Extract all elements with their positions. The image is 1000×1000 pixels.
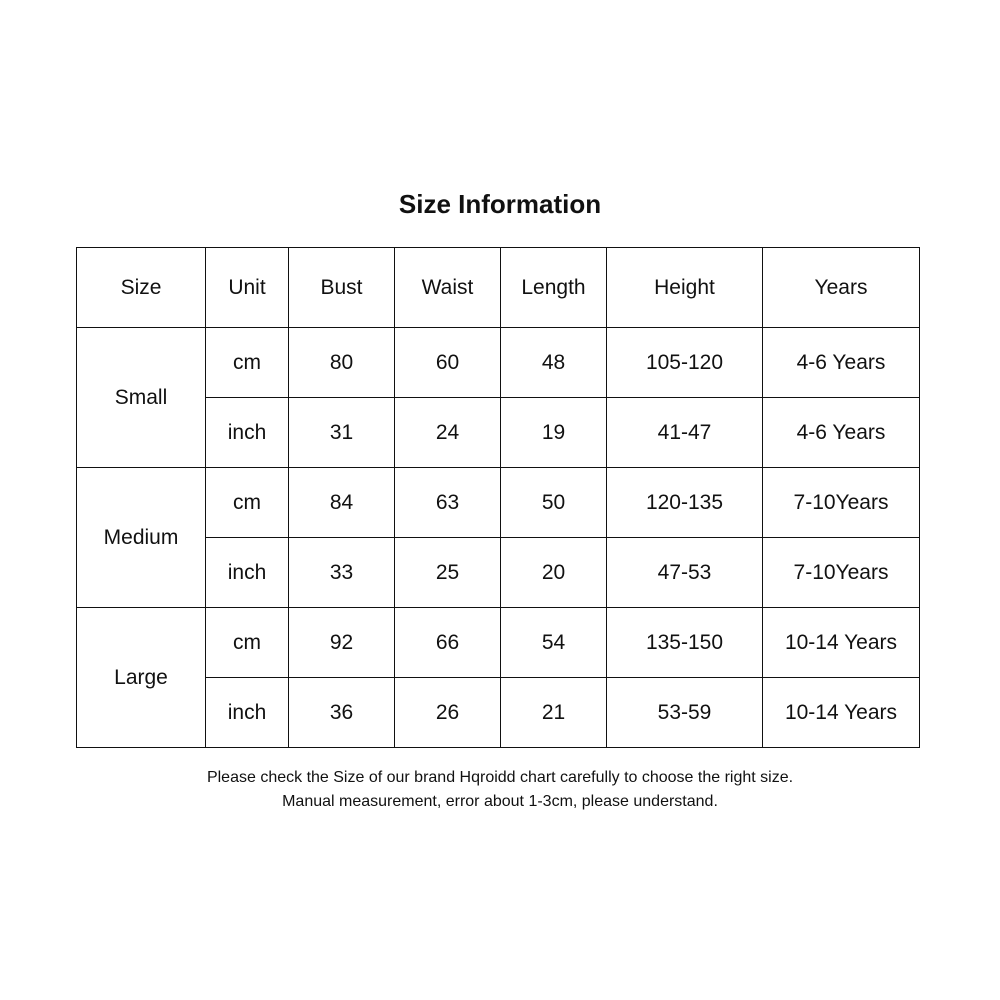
length-cell: 20 bbox=[501, 538, 607, 608]
column-header-years: Years bbox=[763, 248, 920, 328]
notes bbox=[0, 766, 1000, 814]
bust-cell: 31 bbox=[289, 398, 395, 468]
table-row bbox=[77, 328, 920, 398]
unit-cell: cm bbox=[206, 608, 289, 678]
unit-cell: inch bbox=[206, 538, 289, 608]
years-cell: 10-14 Years bbox=[763, 678, 920, 748]
column-header-unit: Unit bbox=[206, 248, 289, 328]
table-header-row bbox=[77, 248, 920, 328]
length-cell: 21 bbox=[501, 678, 607, 748]
column-header-bust: Bust bbox=[289, 248, 395, 328]
waist-cell: 60 bbox=[395, 328, 501, 398]
height-cell: 105-120 bbox=[607, 328, 763, 398]
waist-cell: 63 bbox=[395, 468, 501, 538]
length-cell: 50 bbox=[501, 468, 607, 538]
note-line: Manual measurement, error about 1-3cm, please understand. bbox=[282, 793, 718, 810]
years-cell: 10-14 Years bbox=[763, 608, 920, 678]
years-cell: 7-10Years bbox=[763, 538, 920, 608]
length-cell: 19 bbox=[501, 398, 607, 468]
waist-cell: 25 bbox=[395, 538, 501, 608]
height-cell: 41-47 bbox=[607, 398, 763, 468]
length-cell: 48 bbox=[501, 328, 607, 398]
size-cell: Medium bbox=[77, 468, 206, 608]
height-cell: 120-135 bbox=[607, 468, 763, 538]
note-line: Please check the Size of our brand Hqroidd chart carefully to choose the right size. bbox=[206, 769, 794, 786]
column-header-size: Size bbox=[77, 248, 206, 328]
height-cell: 135-150 bbox=[607, 608, 763, 678]
page-title: Size Information bbox=[398, 189, 602, 219]
table-row bbox=[77, 468, 920, 538]
unit-cell: cm bbox=[206, 468, 289, 538]
size-cell: Small bbox=[77, 328, 206, 468]
table-row bbox=[77, 608, 920, 678]
years-cell: 4-6 Years bbox=[763, 398, 920, 468]
waist-cell: 66 bbox=[395, 608, 501, 678]
column-header-waist: Waist bbox=[395, 248, 501, 328]
size-cell: Large bbox=[77, 608, 206, 748]
waist-cell: 24 bbox=[395, 398, 501, 468]
size-chart-table bbox=[76, 247, 920, 748]
height-cell: 53-59 bbox=[607, 678, 763, 748]
height-cell: 47-53 bbox=[607, 538, 763, 608]
unit-cell: cm bbox=[206, 328, 289, 398]
bust-cell: 80 bbox=[289, 328, 395, 398]
bust-cell: 33 bbox=[289, 538, 395, 608]
length-cell: 54 bbox=[501, 608, 607, 678]
bust-cell: 36 bbox=[289, 678, 395, 748]
unit-cell: inch bbox=[206, 398, 289, 468]
column-header-height: Height bbox=[607, 248, 763, 328]
bust-cell: 92 bbox=[289, 608, 395, 678]
years-cell: 7-10Years bbox=[763, 468, 920, 538]
column-header-length: Length bbox=[501, 248, 607, 328]
bust-cell: 84 bbox=[289, 468, 395, 538]
years-cell: 4-6 Years bbox=[763, 328, 920, 398]
waist-cell: 26 bbox=[395, 678, 501, 748]
unit-cell: inch bbox=[206, 678, 289, 748]
